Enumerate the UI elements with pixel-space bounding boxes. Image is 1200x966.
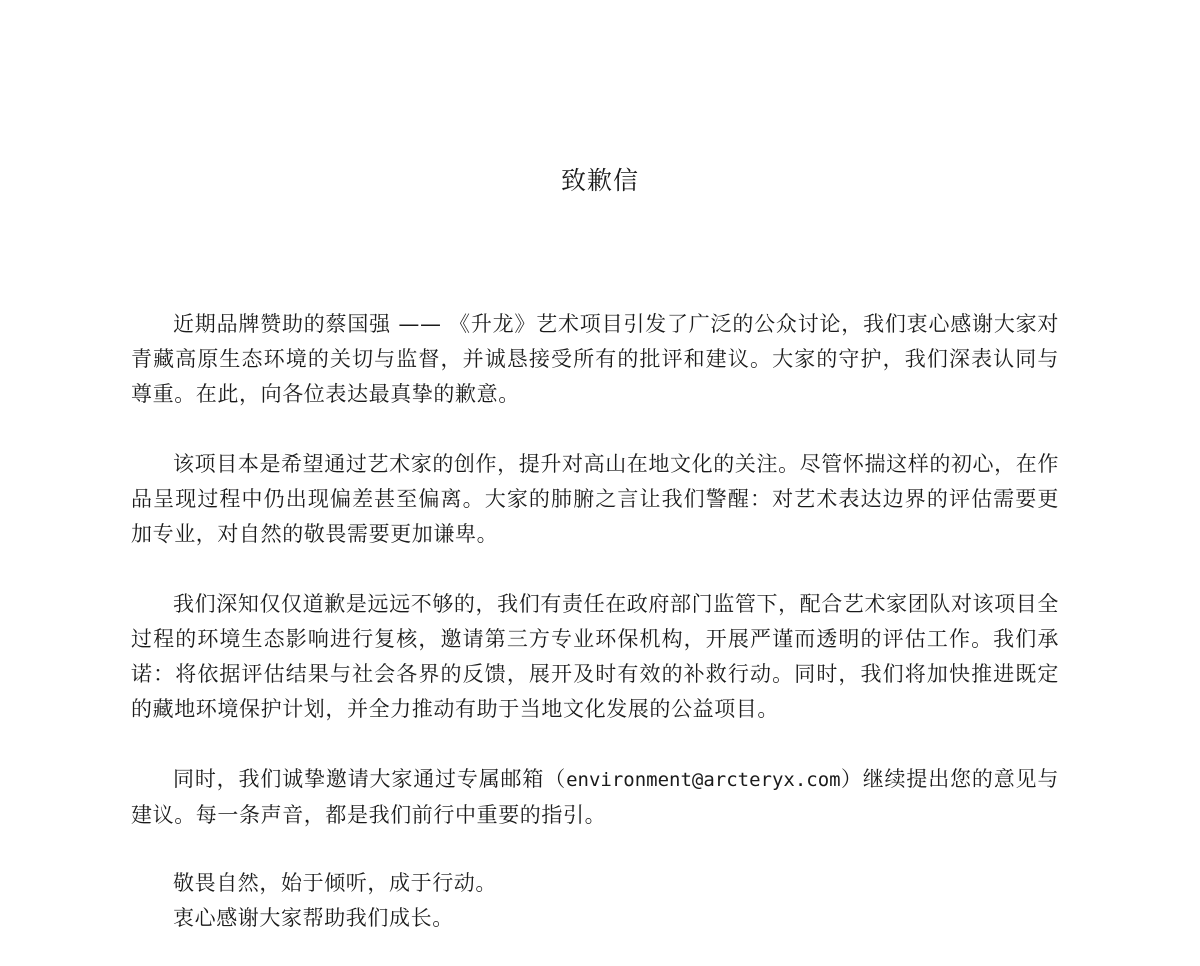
closing-line-2: 衷心感谢大家帮助我们成长。 — [173, 906, 454, 930]
contact-email: environment@arcteryx.com — [566, 769, 841, 791]
letter-body — [131, 307, 1059, 936]
paragraph-contact — [131, 762, 1059, 833]
paragraph-apology: 近期品牌赞助的蔡国强 —— 《升龙》艺术项目引发了广泛的公众讨论，我们衷心感谢大家对青藏高原生态环境的关切与监督，并诚恳接受所有的批评和建议。大家的守护，我们深表认同与尊重。在此，向各位表达最真挚的歉意。 — [131, 312, 1059, 406]
letter-title: 致歉信 — [560, 166, 639, 195]
paragraph-commitment: 我们深知仅仅道歉是远远不够的，我们有责任在政府部门监管下，配合艺术家团队对该项目全过程的环境生态影响进行复核，邀请第三方专业环保机构，开展严谨而透明的评估工作。我们承诺：将依据评估结果与社会各界的反馈，展开及时有效的补救行动。同时，我们将加快推进既定的藏地环境保护计划，并全力推动有助于当地文化发展的公益项目。 — [131, 592, 1059, 721]
closing-line-1: 敬畏自然，始于倾听，成于行动。 — [173, 871, 497, 895]
paragraph-intent: 该项目本是希望通过艺术家的创作，提升对高山在地文化的关注。尽管怀揣这样的初心，在作品呈现过程中仍出现偏差甚至偏离。大家的肺腑之言让我们警醒：对艺术表达边界的评估需要更加专业，对自然的敬畏需要更加谦卑。 — [131, 452, 1059, 546]
contact-text-before: 同时，我们诚挚邀请大家通过专属邮箱（ — [173, 767, 567, 791]
contact-text-after: ）继续提出您的意见与建议。每一条声音，都是我们前行中重要的指引。 — [131, 767, 1059, 827]
